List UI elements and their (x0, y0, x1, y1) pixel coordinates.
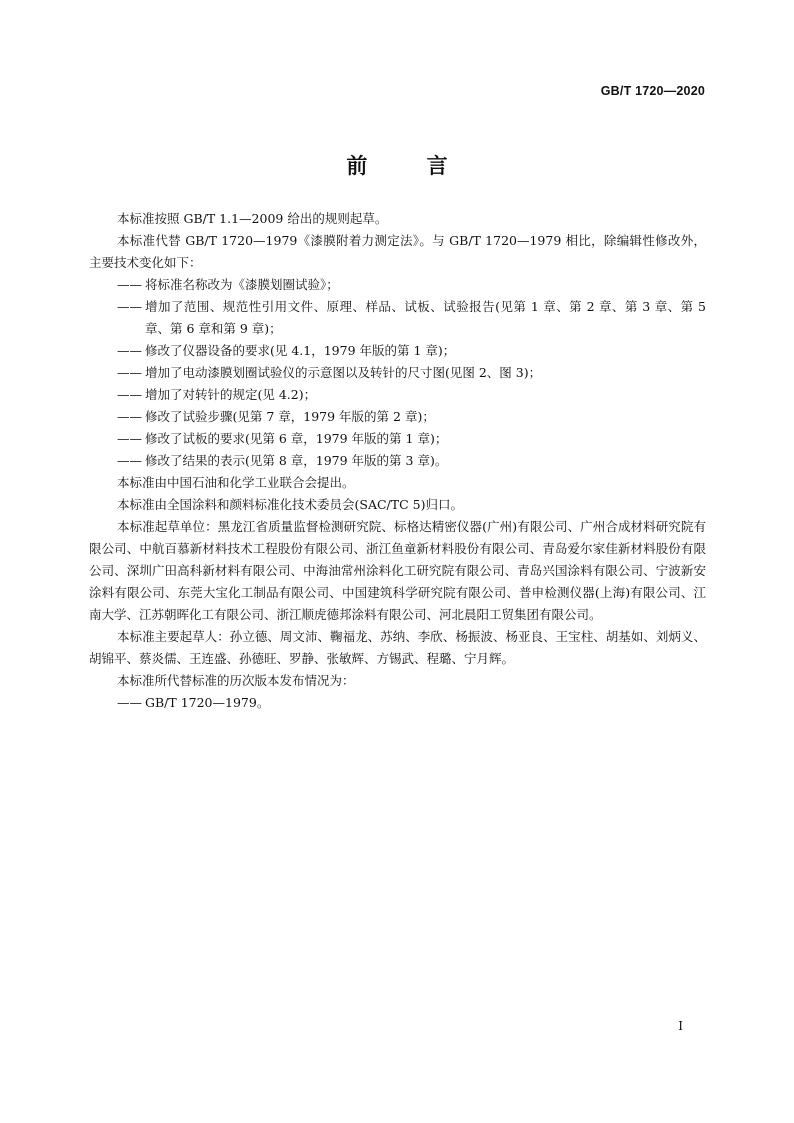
list-dash: —— (117, 343, 142, 358)
list-item-text: 增加了电动漆膜划圈试验仪的示意图以及转针的尺寸图(见图 2、图 3)； (145, 365, 542, 380)
list-item (89, 428, 706, 450)
list-item (89, 692, 706, 714)
list-dash: —— (117, 431, 142, 446)
list-dash: —— (117, 453, 142, 468)
list-item-text: 将标准名称改为《漆膜划圈试验》； (145, 277, 339, 292)
list-item-text: GB/T 1720—1979。 (145, 695, 270, 710)
list-item (89, 274, 706, 296)
list-item (89, 450, 706, 472)
page-number: I (678, 1019, 683, 1033)
list-item (89, 362, 706, 384)
paragraph-technical-committee: 本标准由全国涂料和颜料标准化技术委员会(SAC/TC 5)归口。 (117, 497, 463, 512)
list-item (89, 406, 706, 428)
paragraph-drafting-rules: 本标准按照 GB/T 1.1—2009 给出的规则起草。 (117, 211, 388, 226)
page-title: 前 言 (346, 154, 474, 178)
list-item (89, 384, 706, 406)
list-item-text: 修改了结果的表示(见第 8 章，1979 年版的第 3 章)。 (145, 453, 448, 468)
list-item-text: 修改了试验步骤(见第 7 章，1979 年版的第 2 章)； (145, 409, 435, 424)
list-dash: —— (117, 299, 142, 314)
list-dash: —— (117, 409, 142, 424)
list-dash: —— (117, 277, 142, 292)
standard-code: GB/T 1720—2020 (600, 84, 705, 98)
list-item-text: 增加了范围、规范性引用文件、原理、样品、试板、试验报告(见第 1 章、第 2 章、第 3 章、第 5 章、第 6 章和第 9 章)； (145, 299, 706, 336)
paragraph-drafting-units: 本标准起草单位：黑龙江省质量监督检测研究院、标格达精密仪器(广州)有限公司、广州合成材料研究院有限公司、中航百慕新材料技术工程股份有限公司、浙江鱼童新材料股份有限公司、青岛爱尔家佳新材料股份有限公司、深圳广田高科新材料有限公司、中海油常州涂料化工研究院有限公司、青岛兴国涂料有限公司、宁波新安涂料有限公司、东莞大宝化工制品有限公司、中国建筑科学研究院有限公司、普申检测仪器(上海)有限公司、江南大学、江苏朝晖化工有限公司、浙江顺虎德邦涂料有限公司、河北晨阳工贸集团有限公司。 (89, 519, 706, 622)
list-item-text: 修改了仪器设备的要求(见 4.1，1979 年版的第 1 章)； (145, 343, 456, 358)
list-item-text: 增加了对转针的规定(见 4.2)； (145, 387, 317, 402)
paragraph-drafters: 本标准主要起草人：孙立德、周文沛、鞠福龙、苏纳、李欣、杨振波、杨亚良、王宝柱、胡基如、刘炳义、胡锦平、蔡炎儒、王连盛、孙德旺、罗静、张敏辉、方锡武、程璐、宁月辉。 (89, 629, 706, 666)
paragraph-version-history: 本标准所代替标准的历次版本发布情况为： (117, 673, 355, 688)
changes-list (89, 274, 706, 472)
paragraph-proposer: 本标准由中国石油和化学工业联合会提出。 (117, 475, 355, 490)
foreword-body (89, 208, 706, 714)
list-item-text: 修改了试板的要求(见第 6 章，1979 年版的第 1 章)； (145, 431, 448, 446)
list-item (89, 340, 706, 362)
paragraph-replacement: 本标准代替 GB/T 1720—1979《漆膜附着力测定法》。与 GB/T 1720—1979 相比，除编辑性修改外，主要技术变化如下： (89, 233, 706, 270)
list-item (89, 296, 706, 340)
list-dash: —— (117, 695, 142, 710)
list-dash: —— (117, 387, 142, 402)
list-dash: —— (117, 365, 142, 380)
history-list (89, 692, 706, 714)
